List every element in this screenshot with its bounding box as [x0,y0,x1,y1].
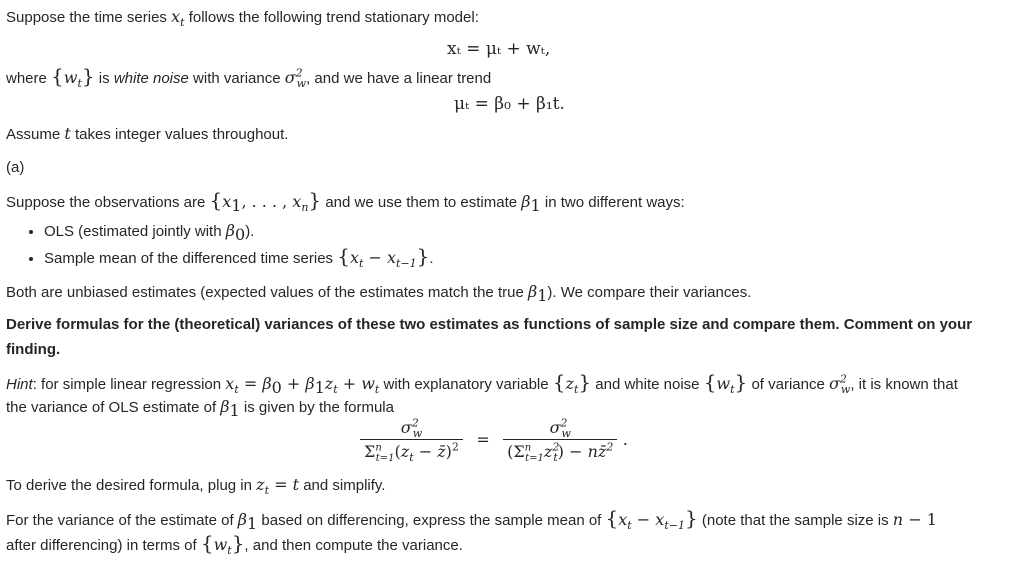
model-equation: xₜ = μₜ + wₜ, [447,39,551,59]
task-line-2: finding. [6,341,61,358]
formula-fraction-right: $\frac{\sigma^2_w}{(\Sigma^n_{t=1}z^2_t) - nz̄^2}$ [503,417,617,464]
estimator-list [22,218,434,271]
trend-equation: μₜ = β₀ + β₁t. [454,94,565,114]
unbiased-line: Both are unbiased estimates (expected values of the estimates match the true $\beta_1$). We compare their variances. [6,282,752,305]
where-line: where $\{w_t\}$ is white noise with variance $\sigma^2_w$, and we have a linear trend [6,64,492,91]
hint-line-2: the variance of OLS estimate of $\beta_1$ is given by the formula [6,397,394,420]
formula-fraction-left: $\frac{\sigma^2_w}{\Sigma^n_{t=1}(z_t - z̄)^2}$ [360,417,463,464]
assume-line: Assume t takes integer values throughout. [6,124,289,143]
differencing-line-1: For the variance of the estimate of $\beta_1$ based on differencing, express the sample mean of $\{x_t - x_{t-1}\}$ (note that the sample size is n − 1 [6,506,937,533]
task-line-1: Derive formulas for the (theoretical) variances of these two estimates as functions of sample size and compare them. Comment on your [6,316,973,333]
list-item: • OLS (estimated jointly with $\beta_0$). [44,218,434,244]
part-label: (a) [6,159,25,176]
variance-formula: $\frac{\sigma^2_w}{\Sigma^n_{t=1}(z_t - z̄)^2}$ = $\frac{\sigma^2_w}{(\Sigma^n_{t=1}z^2_t) - nz̄^2}$ . [360,417,628,464]
hint-line-1: Hint: for simple linear regression $x_t = \beta_0 + \beta_1z_t + w_t$ with explanatory variable $\{z_t\}$ and white noise $\{w_t\}$ of variance $\sigma^2_w$, it is known that [6,370,958,397]
list-item: • Sample mean of the differenced time series $\{x_t - x_{t-1}\}$. [44,244,434,271]
differencing-line-2: after differencing) in terms of $\{w_t\}$, and then compute the variance. [6,531,463,558]
intro-line: Suppose the time series $x_t$ follows the following trend stationary model: [6,7,479,30]
observations-line: Suppose the observations are {$x_1$, . . . , $x_n$} and we use them to estimate $\beta_1$ in two different ways: [6,188,685,215]
plugin-line: To derive the desired formula, plug in $z_t = t$ and simplify. [6,475,386,498]
